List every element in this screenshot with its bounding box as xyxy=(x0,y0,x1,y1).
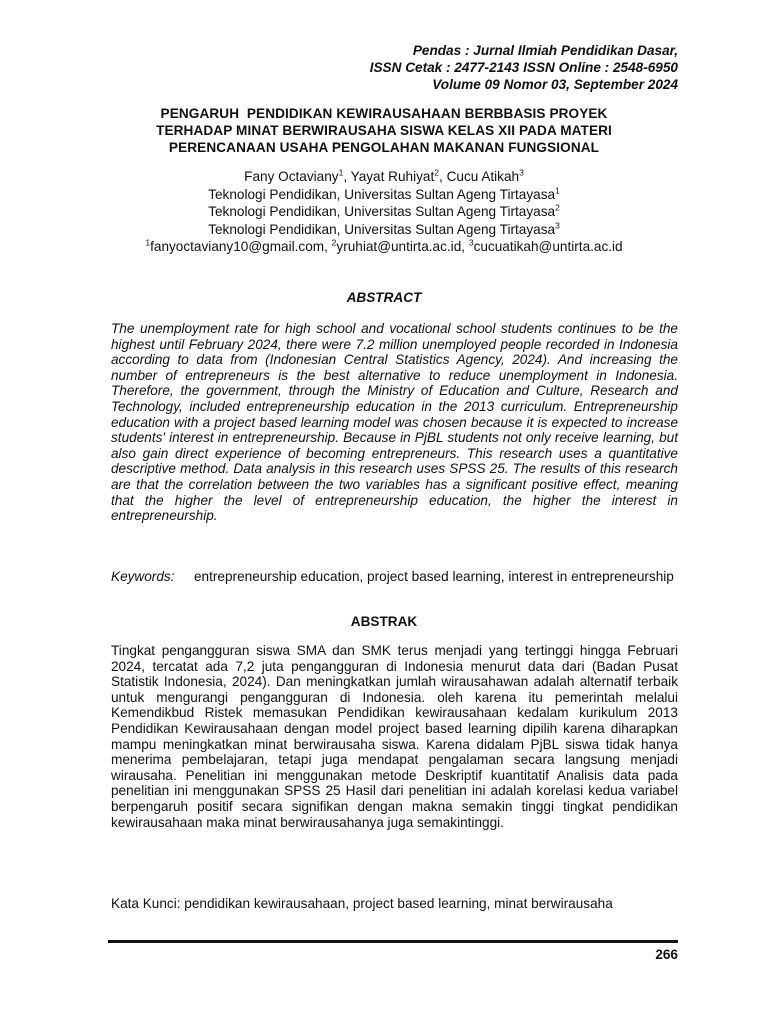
author-emails xyxy=(0,238,768,256)
abstract-body: The unemployment rate for high school and vocational school students continues to be the highest until February 2024, there were 7.2 million unemployed people recorded in Indonesia according to data from (Indonesian Central Statistics Agency, 2024). And increasing the number of entrepreneurs is the best alternative to reduce unemployment in Indonesia. Therefore, the government, through the Ministry of Education and Culture, Research and Technology, included entrepreneurship education in the 2013 curriculum. Entrepreneurship education with a project based learning model was chosen because it is expected to increase students' interest in entrepreneurship. Because in PjBL students not only receive learning, but also gain direct experience of becoming entrepreneurs. This research uses a quantitative descriptive method. Data analysis in this research uses SPSS 25. The results of this research are that the correlation between the two variables has a significant positive effect, meaning that the higher the level of entrepreneurship education, the higher the interest in entrepreneurship. xyxy=(111,321,678,524)
page-number: 266 xyxy=(655,947,678,962)
kata-kunci-line: Kata Kunci: pendidikan kewirausahaan, project based learning, minat berwirausaha xyxy=(111,896,613,911)
abstrak-heading: ABSTRAK xyxy=(350,614,418,629)
email-sup: 2 xyxy=(331,237,337,248)
journal-issn: ISSN Cetak : 2477-2143 ISSN Online : 2548-6950 xyxy=(369,60,678,75)
journal-name: Pendas : Jurnal Ilmiah Pendidikan Dasar, xyxy=(412,43,678,58)
footer-divider xyxy=(108,940,678,943)
email-link[interactable]: yruhiat@untirta.ac.id, xyxy=(336,239,469,254)
affiliation-sup: 2 xyxy=(555,202,560,213)
email-link[interactable]: cucuatikah@untirta.ac.id xyxy=(473,239,623,254)
abstract-heading: ABSTRACT xyxy=(346,290,422,305)
author-name: Fany Octaviany xyxy=(244,169,339,184)
affiliation-text: Teknologi Pendidikan, Universitas Sultan Ageng Tirtayasa xyxy=(208,186,556,202)
paper-title-line-3: PERENCANAAN USAHA PENGOLAHAN MAKANAN FUNGSIONAL xyxy=(168,140,600,155)
author-sup: 2 xyxy=(434,167,439,178)
affiliation-sup: 1 xyxy=(555,184,560,195)
affiliation xyxy=(0,221,768,239)
author-sup: 3 xyxy=(519,167,524,178)
author-name: Cucu Atikah xyxy=(446,169,520,184)
affiliation-sup: 3 xyxy=(555,219,560,230)
abstrak-body: Tingkat pengangguran siswa SMA dan SMK terus menjadi yang tertinggi hingga Februari 2024, tercatat ada 7,2 juta pengangguran di Indonesia menurut data dari (Badan Pusat Statistik Indonesia, 2024). Dan meningkatkan jumlah wirausahawan adalah alternatif terbaik untuk mengurangi pengangguran di Indonesia. oleh karena itu pemerintah melalui Kemendikbud Ristek memasukan Pendidikan kewirausahaan kedalam kurikulum 2013 Pendidikan Kewirausahaan dengan model project based learning dipilih karena diharapkan mampu meningkatkan minat berwirausaha siswa. Karena didalam PjBL siswa tidak hanya menerima pembelajaran, tetapi juga mendapat pengalaman secara langsung menjadi wirausaha. Penelitian ini menggunakan metode Deskriptif kuantitatif Analisis data pada penelitian ini menggunakan SPSS 25 Hasil dari penelitian ini adalah korelasi kedua variabel berpengaruh positif secara signifikan dengan makna semakin tinggi tingkat pendidikan kewirausahaan maka minat berwirausahanya juga semakintinggi. xyxy=(111,643,678,830)
affiliation xyxy=(0,186,768,204)
author-block xyxy=(0,168,768,256)
journal-volume: Volume 09 Nomor 03, September 2024 xyxy=(432,77,678,92)
author-separator: , xyxy=(343,169,351,184)
paper-title-line-2: TERHADAP MINAT BERWIRAUSAHA SISWA KELAS XII PADA MATERI xyxy=(156,123,612,138)
paper-title-line-1: PENGARUH PENDIDIKAN KEWIRAUSAHAAN BERBBASIS PROYEK xyxy=(160,106,608,121)
journal-header xyxy=(370,42,678,93)
paper-title xyxy=(0,105,768,156)
author-sup: 1 xyxy=(338,167,344,178)
keywords-label: Keywords: xyxy=(111,569,175,584)
keywords-row xyxy=(111,569,678,585)
affiliation-text: Teknologi Pendidikan, Universitas Sultan Ageng Tirtayasa xyxy=(208,204,556,219)
author-separator: , xyxy=(439,169,447,184)
email-sup: 1 xyxy=(145,237,151,248)
author-names xyxy=(0,168,768,186)
affiliation-text: Teknologi Pendidikan, Universitas Sultan Ageng Tirtayasa xyxy=(208,221,556,237)
author-name: Yayat Ruhiyat xyxy=(350,169,435,184)
email-link[interactable]: fanyoctaviany10@gmail.com, xyxy=(150,239,332,254)
email-sup: 3 xyxy=(468,237,474,248)
affiliation xyxy=(0,203,768,221)
keywords-text: entrepreneurship education, project based learning, interest in entrepreneurship xyxy=(194,569,674,584)
